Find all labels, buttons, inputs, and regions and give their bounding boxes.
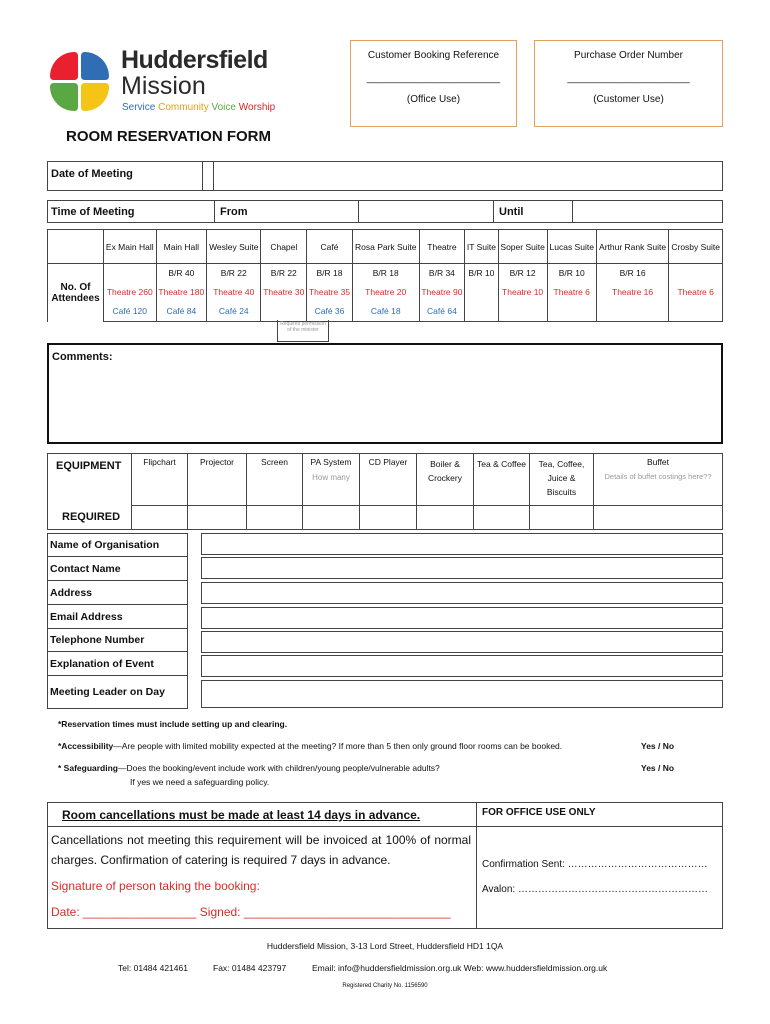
- cafe-cell[interactable]: Café 36: [307, 302, 353, 322]
- safeguarding-note: [58, 763, 440, 773]
- time-row: [47, 200, 723, 223]
- equipment-check[interactable]: [132, 506, 188, 530]
- logo: [46, 46, 306, 116]
- br-cell[interactable]: [104, 264, 157, 282]
- cafe-cell[interactable]: [465, 302, 498, 322]
- cafe-cell[interactable]: [596, 302, 669, 322]
- br-cell[interactable]: B/R 18: [307, 264, 353, 282]
- date-label: Date of Meeting: [51, 168, 133, 180]
- equipment-check[interactable]: [360, 506, 417, 530]
- equipment-note: Details of buffet costings here??: [604, 472, 712, 481]
- booking-ref-title: Customer Booking Reference: [367, 50, 500, 61]
- theatre-cell[interactable]: Theatre 6: [669, 282, 723, 302]
- room-header: Café: [307, 230, 353, 264]
- signature-label: Signature of person taking the booking:: [51, 879, 260, 893]
- confirmation-sent[interactable]: Confirmation Sent: ……………………………………: [482, 859, 708, 870]
- equipment-check[interactable]: [417, 506, 474, 530]
- cancellation-heading: Room cancellations must be made at least 14 days in advance.: [62, 808, 421, 822]
- purchase-order-title: Purchase Order Number: [574, 50, 683, 61]
- br-cell[interactable]: B/R 40: [156, 264, 207, 282]
- footer-address: Huddersfield Mission, 3-13 Lord Street, Huddersfield HD1 1QA: [266, 941, 504, 951]
- theatre-cell[interactable]: Theatre 90: [419, 282, 465, 302]
- booking-ref-line: ________________________: [366, 73, 501, 84]
- room-header: Theatre: [419, 230, 465, 264]
- equipment-label-cell: [48, 454, 132, 530]
- equipment-item: [530, 454, 594, 506]
- comments-label: Comments:: [52, 351, 113, 363]
- form-title: ROOM RESERVATION FORM: [66, 128, 272, 145]
- org-input-contact[interactable]: [201, 557, 723, 579]
- cafe-cell[interactable]: [669, 302, 723, 322]
- equipment-item: [417, 454, 474, 506]
- time-label: Time of Meeting: [51, 206, 135, 218]
- br-cell[interactable]: B/R 18: [352, 264, 419, 282]
- room-header: Soper Suite: [498, 230, 547, 264]
- equipment-note: How many: [312, 473, 350, 482]
- equipment-name: Tea, Coffee, Juice & Biscuits: [538, 459, 585, 497]
- org-input-name[interactable]: [201, 533, 723, 555]
- logo-name-line1: Huddersfield: [121, 46, 268, 74]
- theatre-cell[interactable]: Theatre 30: [261, 282, 307, 302]
- chapel-note-cell: [277, 320, 329, 342]
- accessibility-text: —Are people with limited mobility expected at the meeting? If more than 5 then only ground floor rooms can be booked.: [113, 741, 563, 751]
- org-label: Contact Name: [47, 559, 188, 581]
- cafe-cell[interactable]: Café 18: [352, 302, 419, 322]
- date-row: [47, 161, 723, 191]
- org-label: Meeting Leader on Day: [50, 686, 165, 698]
- br-cell[interactable]: B/R 16: [596, 264, 669, 282]
- from-input[interactable]: [358, 201, 493, 222]
- equipment-label: EQUIPMENT: [56, 460, 122, 472]
- safeguarding-head: * Safeguarding: [58, 763, 118, 773]
- org-label: Address: [47, 583, 188, 605]
- tag-worship: Worship: [238, 102, 276, 113]
- accessibility-answer[interactable]: Yes / No: [641, 741, 675, 751]
- cafe-cell[interactable]: Café 84: [156, 302, 207, 322]
- equipment-name: Buffet: [646, 457, 670, 467]
- cafe-cell[interactable]: [261, 302, 307, 322]
- org-label: Telephone Number: [47, 630, 188, 652]
- equipment-name: Flipchart: [143, 457, 176, 467]
- theatre-cell[interactable]: Theatre 16: [596, 282, 669, 302]
- room-header: Wesley Suite: [207, 230, 261, 264]
- office-heading: FOR OFFICE USE ONLY: [482, 807, 596, 818]
- comments-box[interactable]: [47, 343, 723, 444]
- footer-tel: Tel: 01484 421461: [118, 963, 188, 973]
- equipment-name: Boiler & Crockery: [427, 459, 462, 483]
- accessibility-note: [58, 741, 562, 751]
- room-header: Main Hall: [156, 230, 207, 264]
- attendees-label: No. Of Attendees: [48, 264, 104, 322]
- room-header: IT Suite: [465, 230, 498, 264]
- equipment-check[interactable]: [303, 506, 360, 530]
- theatre-cell[interactable]: Theatre 6: [547, 282, 596, 302]
- br-cell[interactable]: B/R 10: [547, 264, 596, 282]
- cafe-cell[interactable]: Café 64: [419, 302, 465, 322]
- purchase-order-note: (Customer Use): [593, 94, 664, 105]
- safeguarding-text: —Does the booking/event include work with children/young people/vulnerable adults?: [117, 763, 440, 773]
- equipment-table: [47, 453, 723, 530]
- chapel-note: Requires permission of the minister: [280, 321, 326, 333]
- from-label: From: [220, 206, 248, 218]
- equipment-name: CD Player: [368, 457, 408, 467]
- theatre-cell[interactable]: Theatre 35: [307, 282, 353, 302]
- until-label: Until: [499, 206, 524, 218]
- tag-community: Community: [158, 102, 209, 113]
- booking-ref-box[interactable]: [350, 40, 517, 127]
- br-cell[interactable]: [669, 264, 723, 282]
- safeguarding-answer[interactable]: Yes / No: [641, 763, 675, 773]
- br-cell[interactable]: B/R 12: [498, 264, 547, 282]
- org-input-explanation[interactable]: [201, 655, 723, 677]
- purchase-order-box[interactable]: [534, 40, 723, 127]
- org-input-leader[interactable]: [201, 680, 723, 708]
- safeguarding-text2: If yes we need a safeguarding policy.: [130, 777, 270, 787]
- org-input-address[interactable]: [201, 582, 723, 604]
- equipment-item: [360, 454, 417, 506]
- equipment-check[interactable]: [594, 506, 723, 530]
- logo-name-line2: Mission: [121, 72, 206, 100]
- logo-tagline: [122, 102, 275, 113]
- room-header: Chapel: [261, 230, 307, 264]
- cancellation-body: Cancellations not meeting this requirement will be invoiced at 100% of normal charges. Confirmation of catering is required 7 days in advance.: [51, 833, 471, 867]
- theatre-cell[interactable]: Theatre 260: [104, 282, 157, 302]
- br-cell[interactable]: B/R 10: [465, 264, 498, 282]
- logo-mark-icon: [46, 48, 112, 114]
- equipment-name: PA System: [310, 457, 352, 467]
- required-label: REQUIRED: [62, 511, 121, 523]
- theatre-cell[interactable]: [465, 282, 498, 302]
- cafe-cell[interactable]: Café 24: [207, 302, 261, 322]
- equipment-check[interactable]: [188, 506, 247, 530]
- theatre-cell[interactable]: Theatre 180: [156, 282, 207, 302]
- date-signed-line[interactable]: Date: _________________ Signed: _______________________________: [51, 905, 451, 919]
- org-input-email[interactable]: [201, 607, 723, 629]
- room-header: Crosby Suite: [669, 230, 723, 264]
- tag-voice: Voice: [211, 102, 236, 113]
- org-input-telephone[interactable]: [201, 631, 723, 653]
- date-input[interactable]: [216, 162, 722, 190]
- room-header: Arthur Rank Suite: [596, 230, 669, 264]
- room-header: Lucas Suite: [547, 230, 596, 264]
- equipment-item: [303, 454, 360, 506]
- equipment-item: [594, 454, 723, 506]
- equipment-check[interactable]: [530, 506, 594, 530]
- equipment-check[interactable]: [474, 506, 530, 530]
- until-input[interactable]: [572, 201, 722, 222]
- accessibility-head: *Accessibility: [58, 741, 114, 751]
- theatre-cell[interactable]: Theatre 20: [352, 282, 419, 302]
- footer-fax: Fax: 01484 423797: [213, 963, 287, 973]
- org-label: Email Address: [47, 607, 188, 629]
- equipment-name: Screen: [261, 457, 288, 467]
- org-label: Explanation of Event: [47, 654, 188, 676]
- room-header: Ex Main Hall: [104, 230, 157, 264]
- equipment-item: [188, 454, 247, 506]
- theatre-cell[interactable]: Theatre 10: [498, 282, 547, 302]
- cafe-cell[interactable]: [498, 302, 547, 322]
- booking-ref-note: (Office Use): [406, 94, 461, 105]
- rooms-table: [47, 229, 723, 322]
- reservation-note: *Reservation times must include setting up and clearing.: [58, 719, 288, 729]
- cafe-cell[interactable]: [547, 302, 596, 322]
- equipment-item: [474, 454, 530, 506]
- footer-charity: Registered Charity No. 1156590: [342, 983, 428, 989]
- br-cell[interactable]: B/R 34: [419, 264, 465, 282]
- rooms-corner: [48, 230, 104, 264]
- footer-email-web[interactable]: Email: info@huddersfieldmission.org.uk Web: www.huddersfieldmission.org.uk: [312, 963, 608, 973]
- cafe-cell[interactable]: Café 120: [104, 302, 157, 322]
- cancellation-box: [47, 802, 723, 929]
- equipment-check[interactable]: [247, 506, 303, 530]
- room-header: Rosa Park Suite: [352, 230, 419, 264]
- br-cell[interactable]: B/R 22: [207, 264, 261, 282]
- equipment-item: [247, 454, 303, 506]
- avalon[interactable]: Avalon: …………………………………………………: [482, 884, 708, 895]
- br-cell[interactable]: B/R 22: [261, 264, 307, 282]
- org-label: Name of Organisation: [47, 535, 188, 557]
- tag-service: Service: [122, 102, 156, 113]
- equipment-name: Projector: [199, 457, 234, 467]
- equipment-name: Tea & Coffee: [477, 459, 526, 469]
- theatre-cell[interactable]: Theatre 40: [207, 282, 261, 302]
- purchase-order-line: ______________________: [567, 73, 690, 84]
- equipment-item: [132, 454, 188, 506]
